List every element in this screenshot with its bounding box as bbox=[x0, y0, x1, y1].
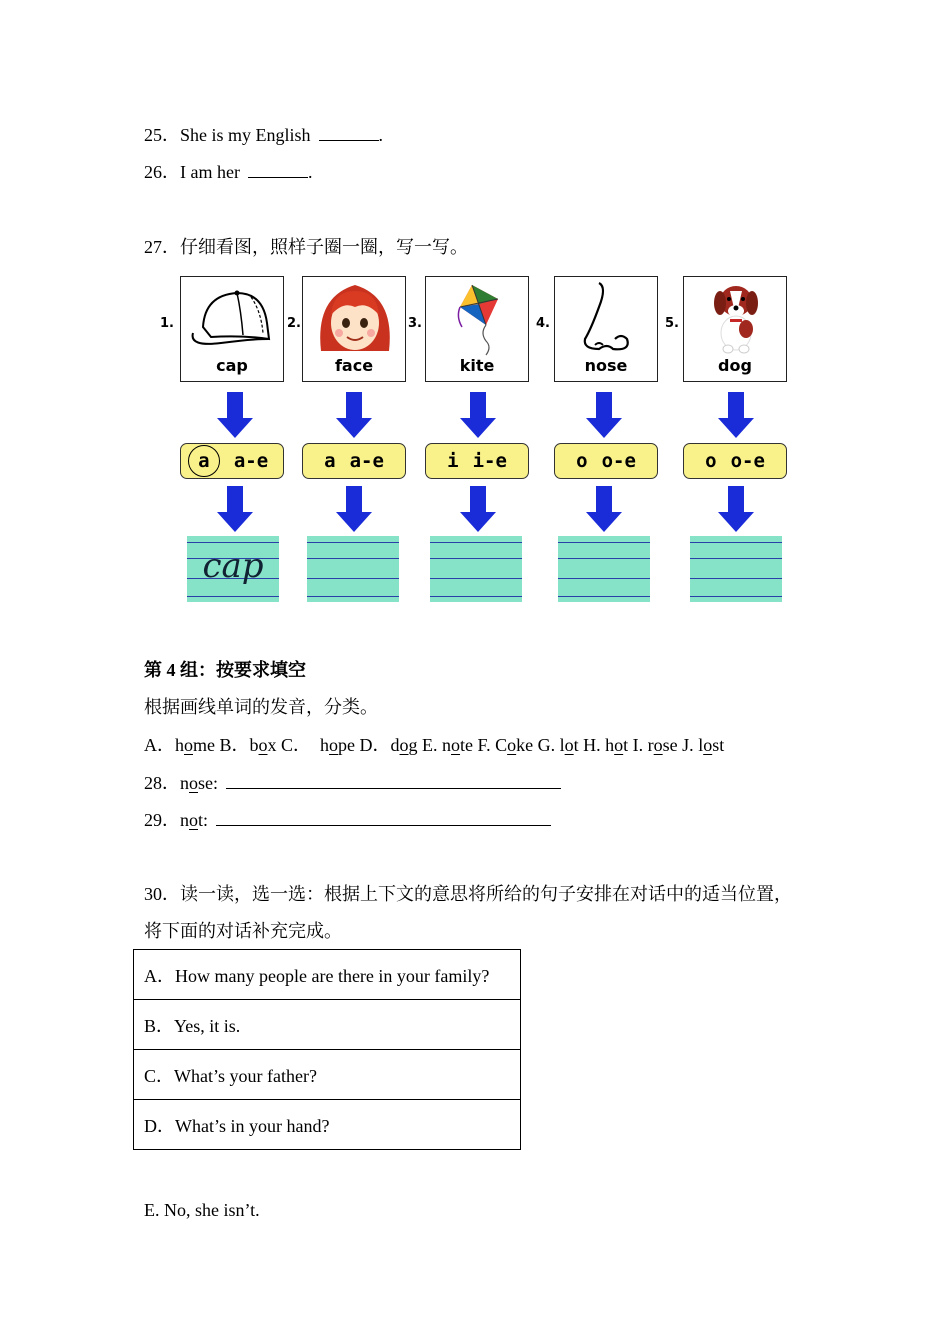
word-option: F. Coke bbox=[473, 735, 534, 755]
picture-word: dog bbox=[718, 356, 752, 375]
circled-letter: a bbox=[188, 445, 220, 477]
down-arrow-icon bbox=[460, 392, 496, 438]
writing-box-sample bbox=[187, 536, 279, 602]
question-30-line1: 30．读一读，选一选：根据上下文的意思将所给的句子安排在对话中的适当位置， bbox=[144, 884, 792, 904]
pattern-box bbox=[180, 443, 284, 479]
word-option: J. lost bbox=[677, 735, 725, 755]
letter-option: o bbox=[705, 450, 717, 472]
word-option: I. rose bbox=[628, 735, 678, 755]
picture-number: 1. bbox=[160, 316, 174, 331]
question-30-line2: 将下面的对话补充完成。 bbox=[144, 921, 342, 941]
down-arrow-icon bbox=[586, 392, 622, 438]
section-title: 第 4 组：按要求填空 bbox=[144, 660, 306, 680]
question-number: 29． bbox=[144, 810, 180, 830]
word-option: C． hope bbox=[276, 735, 356, 755]
writing-box[interactable] bbox=[430, 536, 522, 602]
pattern-box[interactable] bbox=[554, 443, 658, 479]
question-28: 28．nose: bbox=[144, 772, 561, 794]
down-arrow-icon bbox=[718, 392, 754, 438]
pattern-box[interactable] bbox=[302, 443, 406, 479]
answer-blank[interactable] bbox=[319, 124, 379, 141]
word-options-line bbox=[144, 734, 724, 756]
question-number: 26． bbox=[144, 162, 180, 182]
answer-blank[interactable] bbox=[248, 161, 308, 178]
nose-icon bbox=[555, 277, 659, 357]
dialogue-option-c: C．What’s your father? bbox=[134, 1050, 521, 1100]
question-number: 25． bbox=[144, 125, 180, 145]
cap-icon bbox=[181, 277, 285, 357]
answer-blank[interactable] bbox=[226, 772, 561, 789]
question-text: She is my English bbox=[180, 125, 311, 145]
pattern-text: a-e bbox=[349, 450, 384, 472]
dialogue-option-d: D．What’s in your hand? bbox=[134, 1100, 521, 1150]
dog-icon bbox=[684, 277, 788, 357]
section-instruction: 根据画线单词的发音，分类。 bbox=[144, 697, 378, 717]
answer-blank[interactable] bbox=[216, 809, 551, 826]
word-option: B．box bbox=[215, 735, 277, 755]
pattern-text: a-e bbox=[233, 450, 269, 472]
question-27 bbox=[144, 236, 468, 258]
dialogue-options-table bbox=[133, 949, 521, 1150]
pattern-box[interactable] bbox=[683, 443, 787, 479]
pattern-text: o-e bbox=[601, 450, 636, 472]
letter-option: i bbox=[447, 450, 459, 472]
kite-icon bbox=[426, 277, 530, 357]
word-option: E. note bbox=[417, 735, 474, 755]
down-arrow-icon bbox=[336, 392, 372, 438]
down-arrow-icon bbox=[718, 486, 754, 532]
picture-number: 3. bbox=[408, 316, 422, 331]
pattern-text: i-e bbox=[472, 450, 507, 472]
dialogue-option-b: B．Yes, it is. bbox=[134, 1000, 521, 1050]
question-number: 28． bbox=[144, 773, 180, 793]
question-29: 29．not: bbox=[144, 809, 551, 831]
phonics-picture-exercise bbox=[150, 270, 810, 610]
pattern-box[interactable] bbox=[425, 443, 529, 479]
down-arrow-icon bbox=[460, 486, 496, 532]
writing-box[interactable] bbox=[307, 536, 399, 602]
writing-box[interactable] bbox=[558, 536, 650, 602]
picture-word: cap bbox=[216, 356, 248, 375]
word-option: D．dog bbox=[355, 735, 418, 755]
pattern-text: o-e bbox=[730, 450, 765, 472]
picture-card-nose bbox=[554, 276, 658, 382]
dialogue-option-e: E. No, she isn’t. bbox=[144, 1200, 260, 1220]
picture-card-cap bbox=[180, 276, 284, 382]
picture-card-dog bbox=[683, 276, 787, 382]
question-number-text: 27．仔细看图，照样子圈一圈，写一写。 bbox=[144, 237, 468, 257]
letter-option: o bbox=[576, 450, 588, 472]
down-arrow-icon bbox=[586, 486, 622, 532]
letter-option: a bbox=[324, 450, 336, 472]
question-text: I am her bbox=[180, 162, 240, 182]
picture-card-face bbox=[302, 276, 406, 382]
picture-number: 4. bbox=[536, 316, 550, 331]
girl-face-icon bbox=[303, 277, 407, 357]
word-option: H. hot bbox=[578, 735, 629, 755]
down-arrow-icon bbox=[217, 392, 253, 438]
picture-number: 5. bbox=[665, 316, 679, 331]
question-26: 26．I am her . bbox=[144, 162, 313, 182]
dialogue-option-a: A．How many people are there in your family? bbox=[134, 950, 521, 1000]
down-arrow-icon bbox=[217, 486, 253, 532]
word-option: A．home bbox=[144, 735, 215, 755]
picture-word: nose bbox=[584, 356, 628, 375]
picture-card-kite bbox=[425, 276, 529, 382]
picture-word: kite bbox=[459, 356, 495, 375]
sample-word: cap bbox=[202, 546, 264, 586]
word-option: G. lot bbox=[533, 735, 579, 755]
writing-box[interactable] bbox=[690, 536, 782, 602]
down-arrow-icon bbox=[336, 486, 372, 532]
question-25: 25．She is my English . bbox=[144, 125, 384, 145]
picture-number: 2. bbox=[287, 316, 301, 331]
picture-word: face bbox=[334, 356, 374, 375]
